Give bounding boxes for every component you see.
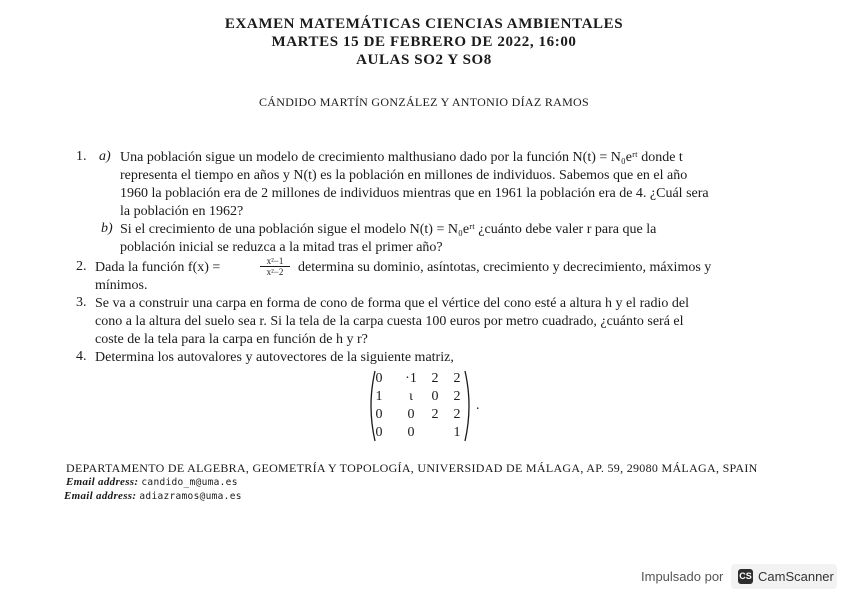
problem-2-line1-pre: Dada la función f(x) = (95, 260, 221, 275)
exam-title-line1: EXAMEN MATEMÁTICAS CIENCIAS AMBIENTALES (224, 16, 624, 32)
camscanner-brand: CamScanner (758, 569, 834, 584)
camscanner-badge[interactable] (731, 564, 837, 589)
matrix-cell: 0 (375, 371, 383, 386)
problem-3-line1: Se va a construir una carpa en forma de cono de forma que el vértice del cono esté a altura h y el radio del (95, 296, 689, 311)
problem-3-number: 3. (76, 295, 87, 310)
camscanner-logo-icon: CS (738, 569, 753, 584)
email-label: Email address: (64, 490, 137, 502)
email-line-1 (66, 476, 238, 488)
matrix-cell: 1 (453, 425, 461, 440)
problem-4-line1: Determina los autovalores y autovectores de la siguiente matriz, (95, 350, 454, 365)
exam-title-line3: AULAS SO2 Y SO8 (356, 52, 492, 68)
email-label: Email address: (66, 476, 139, 488)
matrix-cell: 2 (431, 407, 439, 422)
matrix (366, 370, 476, 442)
matrix-cell: 0 (431, 389, 439, 404)
problem-2-fraction (260, 256, 290, 277)
problem-1b-label: b) (101, 221, 113, 236)
problem-1a-line2: representa el tiempo en años y N(t) es la población en millones de individuos. Sabemos que en el año (120, 168, 688, 183)
problem-1b-line1: Si el crecimiento de una población sigue el modelo N(t) = N₀eʳᵗ ¿cuánto debe valer r para que la (120, 222, 657, 237)
exam-title-line2: MARTES 15 DE FEBRERO DE 2022, 16:00 (271, 34, 577, 50)
problem-2-number: 2. (76, 259, 87, 274)
watermark-prefix: Impulsado por (641, 569, 724, 584)
matrix-cell: 0 (375, 425, 383, 440)
matrix-cell: 2 (431, 371, 439, 386)
fraction-denominator: x²−2 (266, 267, 284, 277)
matrix-right-paren (464, 370, 474, 442)
email-1: candido_m@uma.es (141, 477, 238, 488)
problem-2-line2: mínimos. (95, 278, 148, 293)
problem-1a-label: a) (99, 149, 111, 164)
matrix-end-dot: . (476, 398, 480, 413)
matrix-cell: 0 (375, 407, 383, 422)
problem-4-number: 4. (76, 349, 87, 364)
problem-1a-line3: 1960 la población era de 2 millones de individuos mientras que en 1961 la población era de 4. ¿Cuál sera (120, 186, 709, 201)
problem-1a-line4: la población en 1962? (120, 204, 244, 219)
matrix-cell: 2 (453, 389, 461, 404)
matrix-cell: 2 (453, 407, 461, 422)
email-line-2 (64, 490, 242, 502)
department-address: DEPARTAMENTO DE ALGEBRA, GEOMETRÍA Y TOPOLOGÍA, UNIVERSIDAD DE MÁLAGA, AP. 59, 29080 MÁLAGA, SPAIN (66, 461, 758, 475)
problem-2-line1-post: determina su dominio, asíntotas, crecimiento y decrecimiento, máximos y (298, 260, 712, 275)
problem-1b-line2: población inicial se reduzca a la mitad tras el primer año? (120, 240, 443, 255)
matrix-cell: ι (409, 389, 413, 404)
matrix-cell: 2 (453, 371, 461, 386)
matrix-cell: ·1 (405, 371, 417, 386)
matrix-cell: 0 (407, 407, 415, 422)
matrix-cell: 0 (407, 425, 415, 440)
problem-3-line2: cono a la altura del suelo sea r. Si la tela de la carpa cuesta 100 euros por metro cuadrado, ¿cuánto será el (95, 314, 684, 329)
authors: CÁNDIDO MARTÍN GONZÁLEZ Y ANTONIO DÍAZ RAMOS (258, 95, 590, 109)
email-2: adiazramos@uma.es (139, 491, 242, 502)
problem-1-number: 1. (76, 149, 87, 164)
matrix-cell: 1 (375, 389, 383, 404)
problem-1a-line1: Una población sigue un modelo de crecimiento malthusiano dado por la función N(t) = N₀eʳᵗ donde t (120, 150, 683, 165)
fraction-numerator: x²−1 (260, 256, 290, 267)
problem-3-line3: coste de la tela para la carpa en función de h y r? (95, 332, 368, 347)
